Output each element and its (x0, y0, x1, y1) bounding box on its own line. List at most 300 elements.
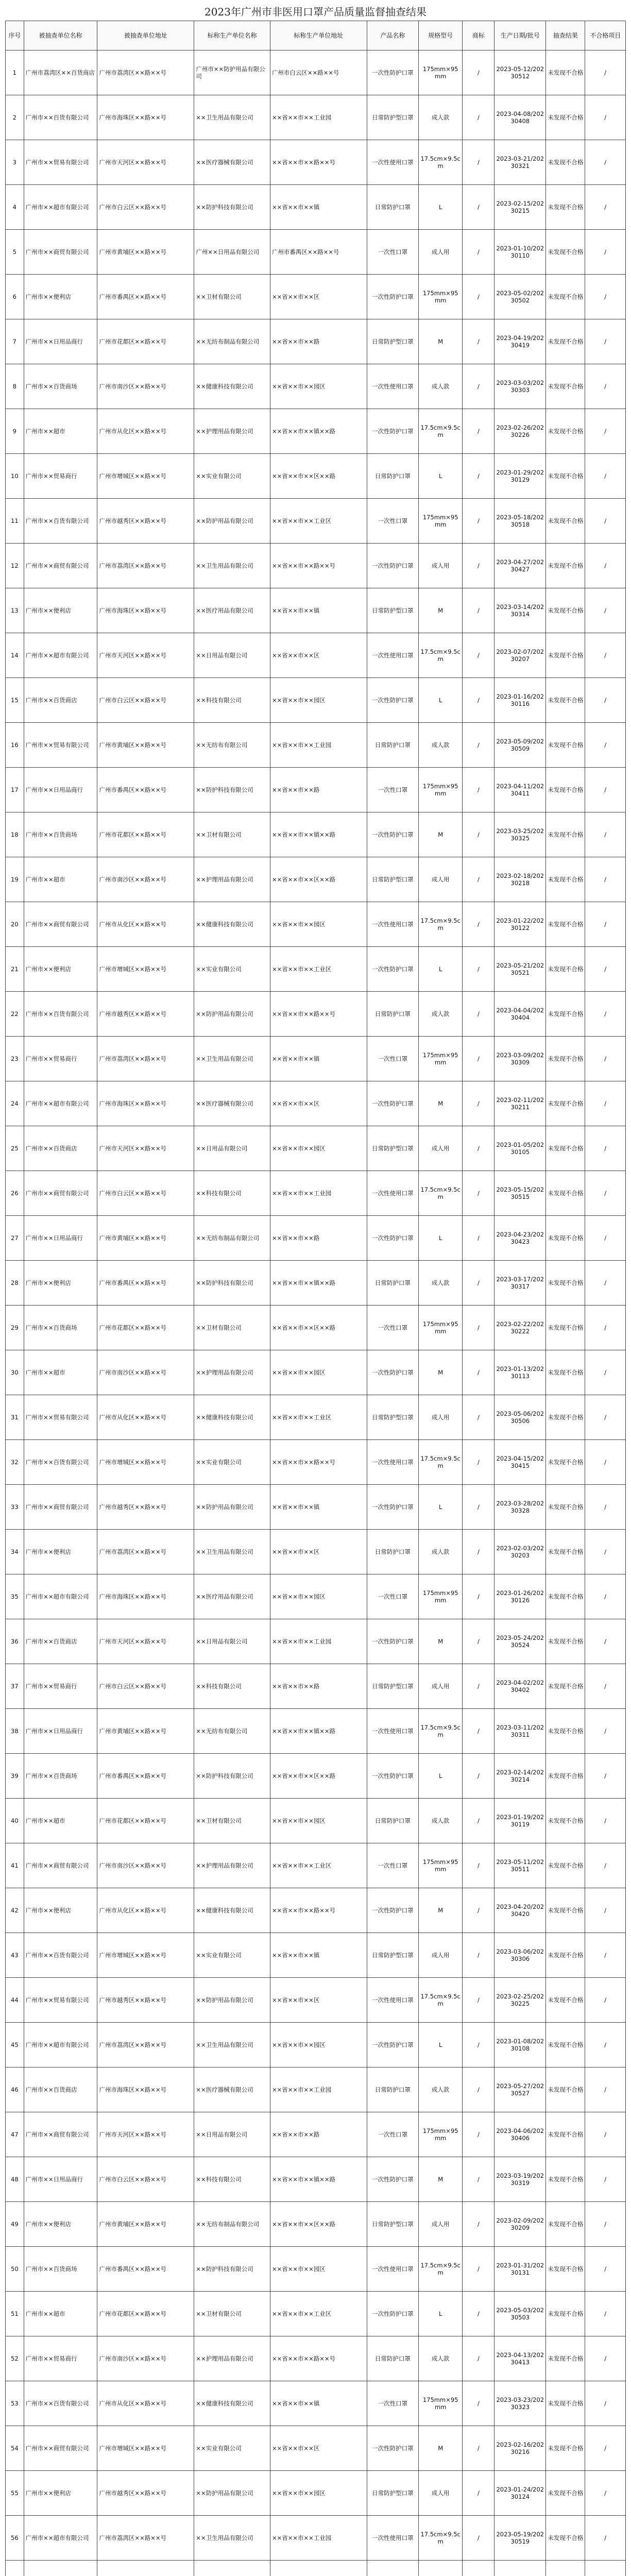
inspected-unit-cell: 广州市××百货商店 (24, 1126, 97, 1171)
product-name-cell: 一次性防护口罩 (367, 1485, 418, 1530)
brand-cell: / (463, 1933, 494, 1978)
brand-cell: / (463, 1888, 494, 1933)
manufacturer-cell: ××防护科技有限公司 (194, 768, 270, 812)
inspection-result-cell: 未发现不合格 (546, 1395, 585, 1440)
manufacturer-cell: ××科技有限公司 (194, 2157, 270, 2202)
model-spec-cell: 17.5cm×9.5cm (418, 409, 463, 454)
manufacturer-cell: ××卫生用品有限公司 (194, 1530, 270, 1574)
manufacturer-cell: ××防护用品有限公司 (194, 1485, 270, 1530)
product-name-cell: 一次性使用口罩 (367, 902, 418, 947)
inspected-address-cell: 广州市增城区××路××号 (97, 1933, 194, 1978)
manufacturer-address-cell: ××省××市××工业园 (270, 1619, 367, 1664)
brand-cell: / (463, 768, 494, 812)
inspected-address-cell: 广州市荔湾区××路××号 (97, 2023, 194, 2067)
product-name-cell: 日常防护口罩 (367, 185, 418, 230)
table-row (6, 2067, 626, 2112)
manufacturer-address-cell: ××省××市××区××路 (270, 454, 367, 499)
model-spec-cell: 17.5cm×9.5cm (418, 1171, 463, 1216)
failed-items-cell: / (585, 2426, 626, 2471)
manufacturer-address-cell: ××省××市××工业区 (270, 499, 367, 544)
table-row (6, 1574, 626, 1619)
manufacturer-address-cell: ××省××市××路 (270, 1664, 367, 1709)
brand-cell: / (463, 2023, 494, 2067)
column-header: 被抽查单位名称 (24, 21, 97, 50)
product-name-cell (367, 2561, 418, 2576)
inspected-unit-cell: 广州市××百货商店 (24, 2067, 97, 2112)
inspected-address-cell: 广州市南沙区××路××号 (97, 2336, 194, 2381)
table-row (6, 1978, 626, 2023)
inspected-address-cell: 广州市海珠区××路××号 (97, 588, 194, 633)
column-header: 商标 (463, 21, 494, 50)
row-number-cell: 4 (6, 185, 24, 230)
table-row (6, 1081, 626, 1126)
inspection-result-cell: 未发现不合格 (546, 1799, 585, 1843)
column-header: 生产日期/批号 (494, 21, 546, 50)
row-number-cell: 47 (6, 2112, 24, 2157)
product-name-cell: 日常防护口罩 (367, 723, 418, 768)
model-spec-cell: M (418, 1619, 463, 1664)
brand-cell: / (463, 2292, 494, 2336)
production-date-cell: 2023-01-26/20230126 (494, 1574, 546, 1619)
inspected-address-cell: 广州市黄埔区××路××号 (97, 230, 194, 275)
product-name-cell: 一次性口罩 (367, 230, 418, 275)
inspection-result-cell: 未发现不合格 (546, 1126, 585, 1171)
production-date-cell (494, 2561, 546, 2576)
inspection-result-cell: 未发现不合格 (546, 1888, 585, 1933)
brand-cell: / (463, 230, 494, 275)
failed-items-cell: / (585, 50, 626, 95)
inspection-result-cell: 未发现不合格 (546, 723, 585, 768)
model-spec-cell: L (418, 2023, 463, 2067)
failed-items-cell: / (585, 1754, 626, 1799)
inspected-unit-cell: 广州市××百货有限公司 (24, 992, 97, 1037)
product-name-cell: 日常防护型口罩 (367, 319, 418, 364)
row-number-cell: 9 (6, 409, 24, 454)
model-spec-cell: 17.5cm×9.5cm (418, 1978, 463, 2023)
table-row (6, 1350, 626, 1395)
inspection-result-cell: 未发现不合格 (546, 2471, 585, 2516)
inspected-address-cell: 广州市荔湾区××路××号 (97, 1037, 194, 1081)
product-name-cell: 日常防护型口罩 (367, 1395, 418, 1440)
product-name-cell: 一次性防护口罩 (367, 1350, 418, 1395)
failed-items-cell: / (585, 140, 626, 185)
inspected-unit-cell: 广州市××百货商场 (24, 812, 97, 857)
production-date-cell: 2023-03-25/20230325 (494, 812, 546, 857)
inspected-address-cell: 广州市番禺区××路××号 (97, 1754, 194, 1799)
brand-cell: / (463, 1261, 494, 1306)
table-row (6, 1933, 626, 1978)
failed-items-cell: / (585, 1619, 626, 1664)
inspected-unit-cell: 广州市××百货有限公司 (24, 2381, 97, 2426)
production-date-cell: 2023-03-14/20230314 (494, 588, 546, 633)
inspection-result-cell: 未发现不合格 (546, 1037, 585, 1081)
production-date-cell: 2023-02-03/20230203 (494, 1530, 546, 1574)
brand-cell: / (463, 678, 494, 723)
table-row (6, 2023, 626, 2067)
product-name-cell: 一次性使用口罩 (367, 364, 418, 409)
manufacturer-address-cell: ××省××市××路××号 (270, 1888, 367, 1933)
inspected-address-cell: 广州市越秀区××路××号 (97, 2471, 194, 2516)
failed-items-cell: / (585, 1978, 626, 2023)
manufacturer-cell: ××健康科技有限公司 (194, 1888, 270, 1933)
row-number-cell: 37 (6, 1664, 24, 1709)
manufacturer-cell: ××卫材有限公司 (194, 1306, 270, 1350)
manufacturer-cell: ××医疗器械有限公司 (194, 2067, 270, 2112)
product-name-cell: 一次性口罩 (367, 1574, 418, 1619)
inspected-unit-cell: 广州市××贸易商行 (24, 1664, 97, 1709)
inspected-address-cell: 广州市番禺区××路××号 (97, 2247, 194, 2292)
inspection-result-cell: 未发现不合格 (546, 2157, 585, 2202)
inspection-result-cell: 未发现不合格 (546, 2381, 585, 2426)
model-spec-cell: M (418, 1888, 463, 1933)
manufacturer-cell: ××防护用品有限公司 (194, 499, 270, 544)
inspected-unit-cell: 广州市××贸易有限公司 (24, 1395, 97, 1440)
row-number-cell: 34 (6, 1530, 24, 1574)
row-number-cell: 39 (6, 1754, 24, 1799)
brand-cell: / (463, 1306, 494, 1350)
inspected-unit-cell: 广州市××超市有限公司 (24, 2023, 97, 2067)
manufacturer-address-cell: ××省××市××区××路 (270, 2202, 367, 2247)
inspected-unit-cell: 广州市××日用品商行 (24, 319, 97, 364)
inspected-unit-cell: 广州市××百货商场 (24, 1306, 97, 1350)
table-row (6, 1888, 626, 1933)
manufacturer-address-cell: ××省××市××园区 (270, 678, 367, 723)
table-row (6, 409, 626, 454)
product-name-cell: 一次性防护口罩 (367, 275, 418, 319)
inspected-unit-cell: 广州市××百货商店 (24, 678, 97, 723)
failed-items-cell: / (585, 2381, 626, 2426)
table-row (6, 1530, 626, 1574)
production-date-cell: 2023-05-02/20230502 (494, 275, 546, 319)
row-number-cell: 45 (6, 2023, 24, 2067)
inspection-result-cell: 未发现不合格 (546, 230, 585, 275)
manufacturer-cell: ××护理用品有限公司 (194, 857, 270, 902)
manufacturer-address-cell: ××省××市××镇 (270, 2381, 367, 2426)
failed-items-cell: / (585, 409, 626, 454)
model-spec-cell: 17.5cm×9.5cm (418, 1709, 463, 1754)
inspected-address-cell: 广州市黄埔区××路××号 (97, 2202, 194, 2247)
inspected-address-cell: 广州市黄埔区××路××号 (97, 1709, 194, 1754)
inspected-address-cell: 广州市海珠区××路××号 (97, 2067, 194, 2112)
row-number-cell: 18 (6, 812, 24, 857)
model-spec-cell: 17.5cm×9.5cm (418, 1440, 463, 1485)
failed-items-cell: / (585, 1843, 626, 1888)
manufacturer-cell: ××无纺布有限公司 (194, 723, 270, 768)
inspection-result-cell: 未发现不合格 (546, 1709, 585, 1754)
model-spec-cell: M (418, 1350, 463, 1395)
column-header: 标称生产单位名称 (194, 21, 270, 50)
inspected-address-cell: 广州市增城区××路××号 (97, 454, 194, 499)
brand-cell: / (463, 499, 494, 544)
inspection-result-cell: 未发现不合格 (546, 1619, 585, 1664)
model-spec-cell: 成人用 (418, 1664, 463, 1709)
model-spec-cell: L (418, 1216, 463, 1261)
table-row (6, 95, 626, 140)
manufacturer-cell: ××卫生用品有限公司 (194, 2516, 270, 2561)
production-date-cell: 2023-03-09/20230309 (494, 1037, 546, 1081)
inspection-result-cell: 未发现不合格 (546, 544, 585, 588)
inspected-unit-cell: 广州市××超市有限公司 (24, 2516, 97, 2561)
inspected-unit-cell: 广州市××百货商场 (24, 2247, 97, 2292)
inspected-address-cell: 广州市越秀区××路××号 (97, 992, 194, 1037)
manufacturer-address-cell: ××省××市××路××号 (270, 544, 367, 588)
failed-items-cell: / (585, 1888, 626, 1933)
manufacturer-cell: ××科技有限公司 (194, 1664, 270, 1709)
row-number-cell: 3 (6, 140, 24, 185)
brand-cell: / (463, 2157, 494, 2202)
manufacturer-cell: ××日用品有限公司 (194, 1126, 270, 1171)
production-date-cell: 2023-02-14/20230214 (494, 1754, 546, 1799)
row-number-cell: 51 (6, 2292, 24, 2336)
failed-items-cell: / (585, 95, 626, 140)
manufacturer-cell: ××防护科技有限公司 (194, 1754, 270, 1799)
table-row (6, 2381, 626, 2426)
brand-cell: / (463, 275, 494, 319)
failed-items-cell: / (585, 992, 626, 1037)
inspected-unit-cell: 广州市××超市有限公司 (24, 1081, 97, 1126)
brand-cell: / (463, 409, 494, 454)
manufacturer-address-cell: ××省××市××园区 (270, 1126, 367, 1171)
production-date-cell: 2023-05-27/20230527 (494, 2067, 546, 2112)
table-row (6, 2112, 626, 2157)
failed-items-cell: / (585, 499, 626, 544)
brand-cell: / (463, 1395, 494, 1440)
brand-cell: / (463, 2471, 494, 2516)
manufacturer-address-cell: ××省××市××工业园 (270, 2067, 367, 2112)
inspected-unit-cell: 广州市××百货有限公司 (24, 499, 97, 544)
production-date-cell: 2023-01-16/20230116 (494, 678, 546, 723)
manufacturer-cell: ××无纺布制品有限公司 (194, 319, 270, 364)
production-date-cell: 2023-01-19/20230119 (494, 1799, 546, 1843)
manufacturer-address-cell: ××省××市××园区 (270, 2247, 367, 2292)
inspected-address-cell: 广州市番禺区××路××号 (97, 275, 194, 319)
table-row (6, 2516, 626, 2561)
product-name-cell: 一次性口罩 (367, 1037, 418, 1081)
inspected-unit-cell: 广州市××超市 (24, 409, 97, 454)
row-number-cell: 55 (6, 2471, 24, 2516)
inspected-unit-cell: 广州市××商贸有限公司 (24, 2426, 97, 2471)
failed-items-cell: / (585, 2471, 626, 2516)
model-spec-cell: M (418, 812, 463, 857)
inspected-unit-cell: 广州市××商贸有限公司 (24, 2112, 97, 2157)
model-spec-cell: L (418, 2292, 463, 2336)
product-name-cell: 日常防护口罩 (367, 454, 418, 499)
inspection-result-cell: 未发现不合格 (546, 2112, 585, 2157)
model-spec-cell: M (418, 2157, 463, 2202)
production-date-cell: 2023-04-20/20230420 (494, 1888, 546, 1933)
product-name-cell: 一次性防护口罩 (367, 1081, 418, 1126)
product-name-cell: 一次性防护口罩 (367, 2292, 418, 2336)
inspected-address-cell: 广州市从化区××路××号 (97, 1888, 194, 1933)
row-number-cell: 20 (6, 902, 24, 947)
manufacturer-cell: ××无纺布制品有限公司 (194, 1216, 270, 1261)
failed-items-cell: / (585, 2247, 626, 2292)
manufacturer-address-cell: ××省××市××区 (270, 633, 367, 678)
brand-cell: / (463, 2202, 494, 2247)
failed-items-cell: / (585, 723, 626, 768)
inspected-unit-cell: 广州市××便利店 (24, 275, 97, 319)
manufacturer-address-cell: ××省××市××工业园 (270, 95, 367, 140)
failed-items-cell: / (585, 2112, 626, 2157)
inspected-unit-cell: 广州市××便利店 (24, 1888, 97, 1933)
brand-cell: / (463, 1530, 494, 1574)
inspected-address-cell: 广州市天河区××路××号 (97, 1619, 194, 1664)
manufacturer-address-cell: ××省××市××镇 (270, 1485, 367, 1530)
manufacturer-cell: ××护理用品有限公司 (194, 1350, 270, 1395)
model-spec-cell: 成人款 (418, 1530, 463, 1574)
production-date-cell: 2023-05-09/20230509 (494, 723, 546, 768)
table-row (6, 588, 626, 633)
brand-cell: / (463, 1126, 494, 1171)
table-row (6, 1126, 626, 1171)
inspected-address-cell: 广州市南沙区××路××号 (97, 364, 194, 409)
failed-items-cell: / (585, 1171, 626, 1216)
inspected-address-cell: 广州市海珠区××路××号 (97, 95, 194, 140)
inspected-address-cell: 广州市天河区××路××号 (97, 2112, 194, 2157)
row-number-cell: 12 (6, 544, 24, 588)
inspected-address-cell: 广州市番禺区××路××号 (97, 768, 194, 812)
table-row (6, 992, 626, 1037)
row-number-cell: 30 (6, 1350, 24, 1395)
failed-items-cell: / (585, 1709, 626, 1754)
model-spec-cell: 成人用 (418, 2471, 463, 2516)
production-date-cell: 2023-05-06/20230506 (494, 1395, 546, 1440)
failed-items-cell: / (585, 2292, 626, 2336)
production-date-cell: 2023-04-19/20230419 (494, 319, 546, 364)
inspection-result-cell: 未发现不合格 (546, 1843, 585, 1888)
product-name-cell: 一次性防护口罩 (367, 544, 418, 588)
inspected-unit-cell: 广州市××贸易有限公司 (24, 140, 97, 185)
table-row (6, 1485, 626, 1530)
model-spec-cell: 成人用 (418, 1126, 463, 1171)
column-header: 抽查结果 (546, 21, 585, 50)
table-row (6, 1619, 626, 1664)
row-number-cell: 40 (6, 1799, 24, 1843)
manufacturer-cell: ××实业有限公司 (194, 2426, 270, 2471)
manufacturer-address-cell: ××省××市××园区 (270, 902, 367, 947)
inspection-result-cell: 未发现不合格 (546, 2023, 585, 2067)
production-date-cell: 2023-01-24/20230124 (494, 2471, 546, 2516)
inspected-unit-cell: 广州市××百货有限公司 (24, 1933, 97, 1978)
inspected-address-cell: 广州市白云区××路××号 (97, 1664, 194, 1709)
production-date-cell: 2023-02-26/20230226 (494, 409, 546, 454)
row-number-cell: 52 (6, 2336, 24, 2381)
inspected-unit-cell: 广州市××商贸有限公司 (24, 902, 97, 947)
failed-items-cell: / (585, 2516, 626, 2561)
manufacturer-address-cell: ××省××市××镇 (270, 1037, 367, 1081)
manufacturer-address-cell: ××省××市××区××路 (270, 1306, 367, 1350)
row-number-cell: 33 (6, 1485, 24, 1530)
row-number-cell: 32 (6, 1440, 24, 1485)
brand-cell: / (463, 2426, 494, 2471)
brand-cell: / (463, 95, 494, 140)
manufacturer-address-cell: ××省××市××路 (270, 2112, 367, 2157)
manufacturer-cell: ××日用品有限公司 (194, 633, 270, 678)
inspected-address-cell: 广州市黄埔区××路××号 (97, 1216, 194, 1261)
inspected-unit-cell: 广州市××便利店 (24, 947, 97, 992)
inspected-address-cell: 广州市增城区××路××号 (97, 947, 194, 992)
row-number-cell: 27 (6, 1216, 24, 1261)
inspected-address-cell: 广州市从化区××路××号 (97, 1395, 194, 1440)
manufacturer-cell: ××健康科技有限公司 (194, 2381, 270, 2426)
inspection-result-cell: 未发现不合格 (546, 857, 585, 902)
failed-items-cell: / (585, 812, 626, 857)
row-number-cell: 46 (6, 2067, 24, 2112)
inspected-address-cell: 广州市花都区××路××号 (97, 1799, 194, 1843)
product-name-cell: 一次性防护口罩 (367, 678, 418, 723)
inspection-result-cell: 未发现不合格 (546, 1530, 585, 1574)
manufacturer-address-cell: 广州市白云区××路××号 (270, 50, 367, 95)
inspection-result-cell: 未发现不合格 (546, 319, 585, 364)
manufacturer-address-cell: ××省××市××镇 (270, 185, 367, 230)
product-name-cell: 日常防护型口罩 (367, 2202, 418, 2247)
failed-items-cell: / (585, 857, 626, 902)
table-row (6, 319, 626, 364)
production-date-cell: 2023-02-15/20230215 (494, 185, 546, 230)
product-name-cell: 一次性防护口罩 (367, 50, 418, 95)
model-spec-cell: L (418, 185, 463, 230)
model-spec-cell: M (418, 319, 463, 364)
production-date-cell: 2023-04-11/20230411 (494, 768, 546, 812)
production-date-cell: 2023-04-15/20230415 (494, 1440, 546, 1485)
row-number-cell: 22 (6, 992, 24, 1037)
table-row (6, 902, 626, 947)
manufacturer-cell: ××医疗用品有限公司 (194, 1574, 270, 1619)
brand-cell: / (463, 1619, 494, 1664)
production-date-cell: 2023-03-28/20230328 (494, 1485, 546, 1530)
manufacturer-cell: ××实业有限公司 (194, 454, 270, 499)
table-row (6, 2157, 626, 2202)
product-name-cell: 日常防护口罩 (367, 1530, 418, 1574)
failed-items-cell: / (585, 2023, 626, 2067)
inspected-address-cell: 广州市白云区××路××号 (97, 185, 194, 230)
manufacturer-cell: ××防护用品有限公司 (194, 1978, 270, 2023)
production-date-cell: 2023-01-08/20230108 (494, 2023, 546, 2067)
manufacturer-address-cell: ××省××市××镇××路 (270, 409, 367, 454)
inspected-address-cell (97, 2561, 194, 2576)
manufacturer-address-cell: ××省××市××区××路 (270, 857, 367, 902)
product-name-cell: 一次性使用口罩 (367, 1709, 418, 1754)
manufacturer-address-cell: ××省××市××园区 (270, 2471, 367, 2516)
manufacturer-address-cell: ××省××市××工业园 (270, 1171, 367, 1216)
inspection-result-cell: 未发现不合格 (546, 50, 585, 95)
inspection-result-cell: 未发现不合格 (546, 812, 585, 857)
inspected-unit-cell: 广州市××百货商店 (24, 1619, 97, 1664)
inspected-address-cell: 广州市越秀区××路××号 (97, 1485, 194, 1530)
table-row (6, 1216, 626, 1261)
inspected-address-cell: 广州市从化区××路××号 (97, 409, 194, 454)
inspected-unit-cell: 广州市××贸易商行 (24, 2336, 97, 2381)
table-row (6, 947, 626, 992)
model-spec-cell: 17.5cm×9.5cm (418, 2516, 463, 2561)
inspection-result-cell: 未发现不合格 (546, 1171, 585, 1216)
table-row (6, 1440, 626, 1485)
model-spec-cell: 175mm×95mm (418, 50, 463, 95)
product-name-cell: 日常防护型口罩 (367, 588, 418, 633)
brand-cell: / (463, 1350, 494, 1395)
inspection-result-cell: 未发现不合格 (546, 2247, 585, 2292)
manufacturer-address-cell: ××省××市××路××号 (270, 1440, 367, 1485)
manufacturer-cell: ××健康科技有限公司 (194, 902, 270, 947)
brand-cell: / (463, 992, 494, 1037)
row-number-cell: 50 (6, 2247, 24, 2292)
inspection-result-cell: 未发现不合格 (546, 1574, 585, 1619)
brand-cell: / (463, 1574, 494, 1619)
manufacturer-cell: ××防护用品有限公司 (194, 992, 270, 1037)
row-number-cell: 19 (6, 857, 24, 902)
table-row (6, 2247, 626, 2292)
model-spec-cell: 成人用 (418, 1395, 463, 1440)
